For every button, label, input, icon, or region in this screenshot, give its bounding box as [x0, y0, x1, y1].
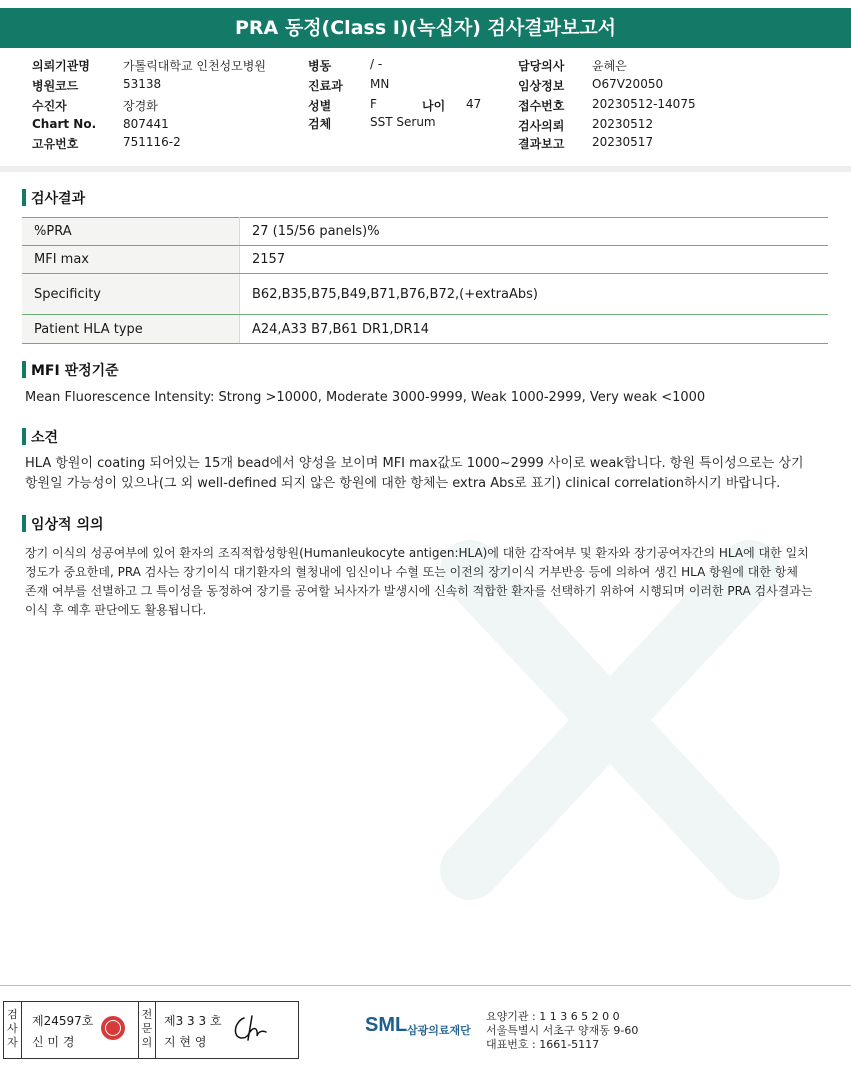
clinical-text: [25, 544, 825, 620]
lab-line: 요양기관 : 1 1 3 6 5 2 0 0: [486, 1010, 620, 1023]
info-label: 의뢰기관명: [32, 59, 90, 73]
clinical-line: 장기 이식의 성공여부에 있어 환자의 조직적합성항원(Humanleukocyte antigen:HLA)에 대한 감작여부 및 환자와 장기공여자간의 HLA에 대한 일치: [25, 546, 809, 560]
info-value: O67V20050: [592, 77, 664, 91]
table-row: [22, 274, 828, 315]
table-row: [22, 315, 828, 344]
lab-line: 대표번호 : 1661-5117: [486, 1038, 600, 1051]
row-label: Patient HLA type: [22, 315, 240, 344]
info-value: / -: [370, 57, 383, 71]
info-label: 담당의사: [518, 59, 565, 73]
opinion-line: 항원일 가능성이 있으나(그 외 well-defined 되지 않은 항원에 대한 항체는 extra Abs로 표기) clinical correlation하시기 바랍니다.: [25, 476, 781, 491]
section-clinical-heading: 임상적 의의: [22, 515, 104, 535]
info-value: 751116-2: [123, 135, 181, 149]
age-value: 47: [466, 97, 482, 111]
row-label: MFI max: [22, 246, 240, 274]
org-name: 삼광의료재단: [407, 1024, 471, 1037]
info-label: 성별: [308, 99, 332, 113]
row-value: 27 (15/56 panels)%: [240, 218, 829, 246]
row-value: 2157: [240, 246, 829, 274]
row-label: %PRA: [22, 218, 240, 246]
sml-logo-mark: SML: [365, 1014, 408, 1036]
header-divider: [0, 166, 851, 172]
signature-box: [3, 1001, 299, 1059]
results-table: [22, 217, 828, 344]
section-mfi-heading: MFI 판정기준: [22, 361, 119, 381]
patient-info: [0, 55, 851, 160]
table-row: [22, 246, 828, 274]
opinion-text: [25, 454, 825, 494]
footer-divider: [0, 985, 851, 986]
examiner-license-no: 제24597호: [32, 1014, 94, 1028]
specialist-license-no: 제3 3 3 호: [164, 1014, 222, 1028]
info-value: F: [370, 97, 377, 111]
info-label: 수진자: [32, 99, 67, 113]
info-value: 807441: [123, 117, 169, 131]
info-value: 20230512: [592, 117, 654, 131]
info-label: Chart No.: [32, 117, 97, 131]
info-label: 검사의뢰: [518, 119, 565, 133]
info-label: 병원코드: [32, 79, 79, 93]
age-label: 나이: [422, 99, 446, 113]
info-value: SST Serum: [370, 115, 436, 129]
info-value: 20230517: [592, 135, 654, 149]
handwritten-signature: [230, 1012, 270, 1044]
info-label: 병동: [308, 59, 332, 73]
specialist-name: 지 현 영: [164, 1035, 207, 1049]
lab-contact-info: [486, 1010, 638, 1052]
info-label: 검체: [308, 117, 332, 131]
section-results-heading: 검사결과: [22, 189, 85, 209]
clinical-line: 정도가 중요한데, PRA 검사는 장기이식 대기환자의 혈청내에 임신이나 수혈 또는 이전의 장기이식 거부반응 등에 의하여 생긴 HLA 항원에 대한 항체: [25, 565, 798, 579]
section-opinion-heading: 소견: [22, 428, 58, 448]
info-value: MN: [370, 77, 390, 91]
row-value: B62,B35,B75,B49,B71,B76,B72,(+extraAbs): [240, 274, 829, 315]
clinical-line: 존재 여부를 선별하고 그 특이성을 동정하여 장기를 공여할 뇌사자가 발생시에 신속히 적합한 환자를 선택하기 위하여 시행되며 이러한 PRA 검사결과는: [25, 584, 813, 598]
row-label: Specificity: [22, 274, 240, 315]
info-label: 임상정보: [518, 79, 565, 93]
mfi-criteria-text: Mean Fluorescence Intensity: Strong >10000, Moderate 3000-9999, Weak 1000-2999, Very weak <1000: [25, 390, 706, 405]
info-value: 가톨릭대학교 인천성모병원: [123, 59, 266, 73]
report-title: PRA 동정(Class I)(녹십자) 검사결과보고서: [0, 8, 851, 48]
info-value: 장경화: [123, 99, 158, 113]
info-label: 결과보고: [518, 137, 565, 151]
row-value: A24,A33 B7,B61 DR1,DR14: [240, 315, 829, 344]
red-seal-stamp: [101, 1016, 125, 1040]
info-value: 윤혜은: [592, 59, 627, 73]
info-value: 53138: [123, 77, 162, 91]
info-label: 진료과: [308, 79, 343, 93]
sml-logo: [365, 1014, 485, 1052]
examiner-label: 검 사 자: [4, 1002, 22, 1058]
specialist-label: 전 문 의: [138, 1002, 156, 1058]
info-value: 20230512-14075: [592, 97, 696, 111]
info-label: 고유번호: [32, 137, 79, 151]
opinion-line: HLA 항원이 coating 되어있는 15개 bead에서 양성을 보이며 MFI max값도 1000~2999 사이로 weak합니다. 항원 특이성으로는 상기: [25, 456, 804, 471]
table-row: [22, 218, 828, 246]
lab-line: 서울특별시 서초구 양재동 9-60: [486, 1024, 639, 1037]
info-label: 접수번호: [518, 99, 565, 113]
examiner-name: 신 미 경: [32, 1035, 75, 1049]
clinical-line: 이식 후 예후 판단에도 활용됩니다.: [25, 603, 207, 617]
